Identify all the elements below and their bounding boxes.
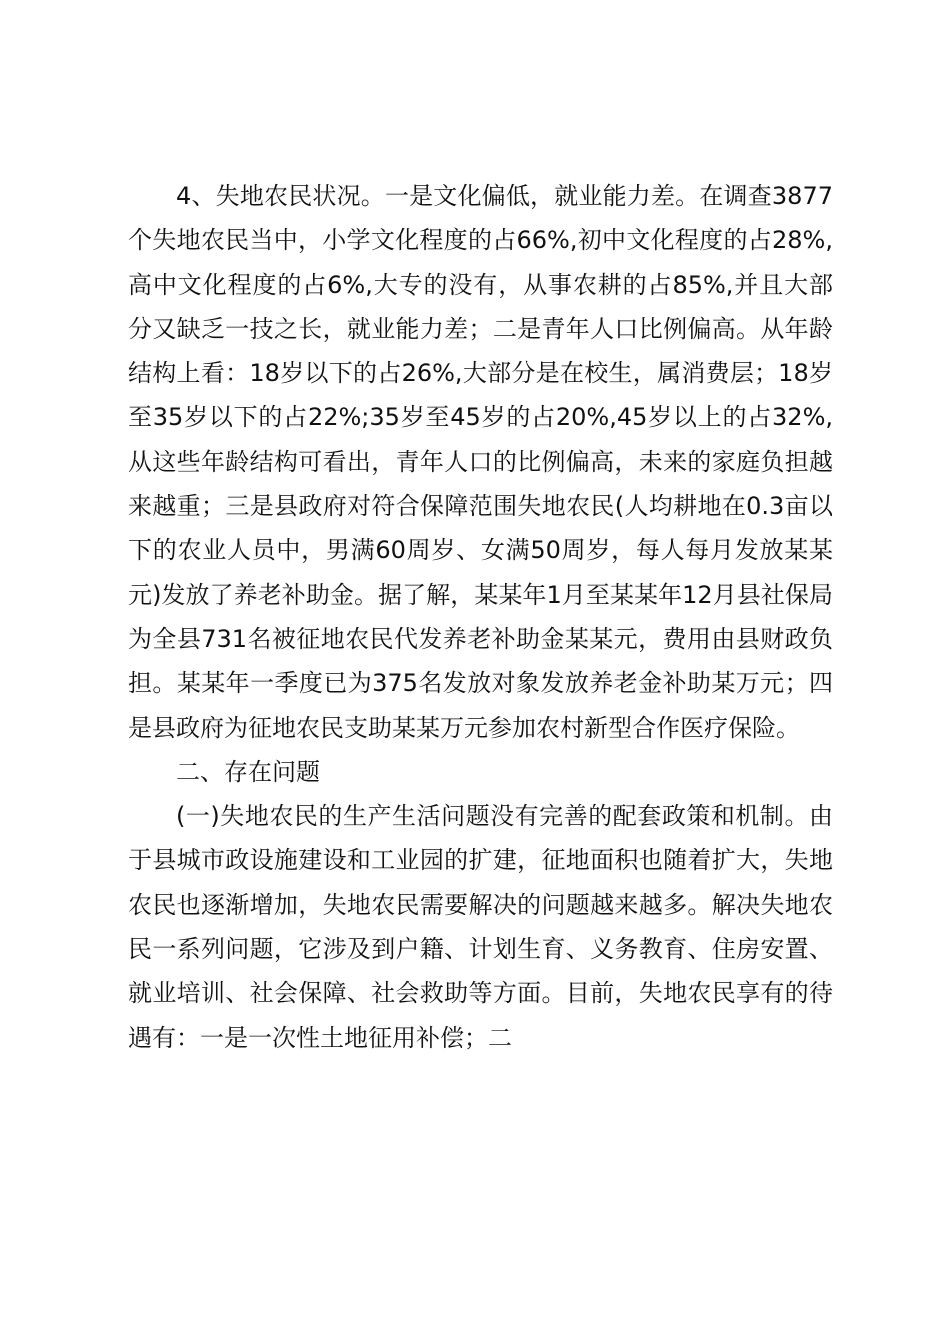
paragraph-landless-farmers-status: 4、失地农民状况。一是文化偏低，就业能力差。在调查3877个失地农民当中，小学文化程度的占66%,初中文化程度的占28%,高中文化程度的占6%,大专的没有，从事农耕的占85%,并且大部分又缺乏一技之长，就业能力差；二是青年人口比例偏高。从年龄结构上看：18岁以下的占26%,大部分是在校生，属消费层；18岁至35岁以下的占22%;35岁至45岁的占20%,45岁以上的占32%,从这些年龄结构可看出，青年人口的比例偏高，未来的家庭负担越来越重；三是县政府对符合保障范围失地农民(人均耕地在0.3亩以下的农业人员中，男满60周岁、女满50周岁，每人每月发放某某元)发放了养老补助金。据了解，某某年1月至某某年12月县社保局为全县731名被征地农民代发养老补助金某某元，费用由县财政负担。某某年一季度已为375名发放对象发放养老金补助某万元；四是县政府为征地农民支助某某万元参加农村新型合作医疗保险。 [128,182,833,742]
paragraph-policy-mechanism-issue: (一)失地农民的生产生活问题没有完善的配套政策和机制。由于县城市政设施建设和工业园的扩建，征地面积也随着扩大，失地农民也逐渐增加，失地农民需要解决的问题越来越多。解决失地农民一系列问题，它涉及到户籍、计划生育、义务教育、住房安置、就业培训、社会保障、社会救助等方面。目前，失地农民享有的待遇有：一是一次性土地征用补偿；二 [128,802,833,1052]
document-body [128,174,833,1060]
section-heading-existing-problems: 二、存在问题 [176,757,320,786]
